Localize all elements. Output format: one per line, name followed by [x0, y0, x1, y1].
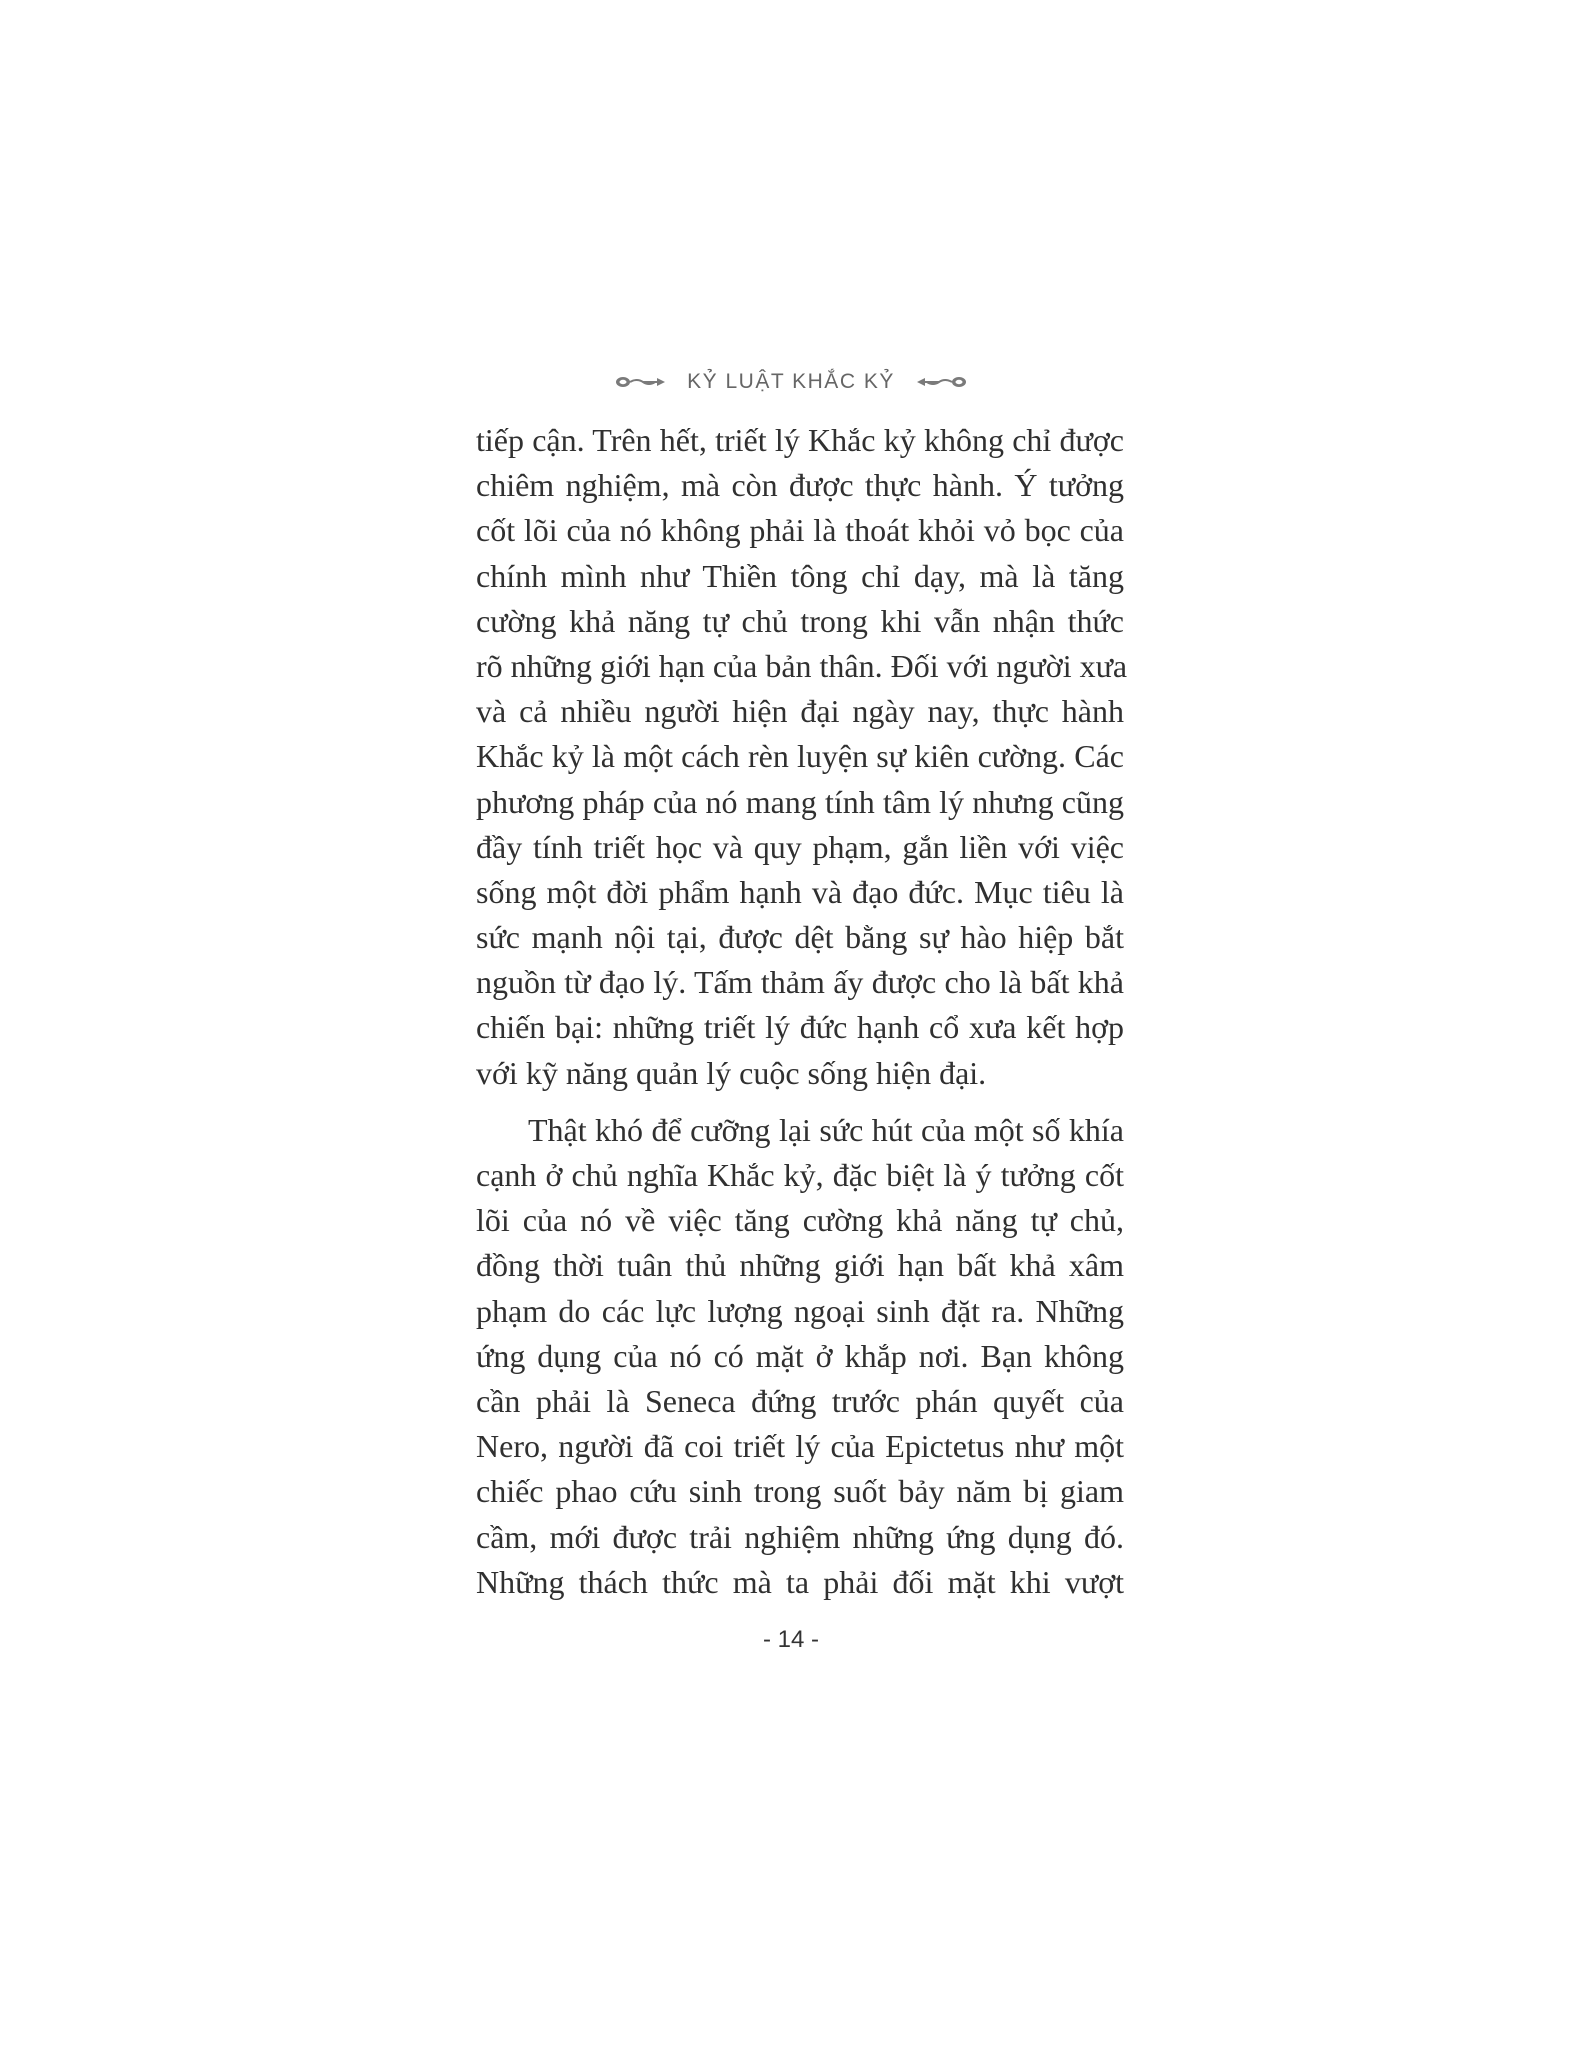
- text-line: Những thách thức mà ta phải đối mặt khi vượt: [476, 1563, 1124, 1600]
- text-line: đồng thời tuân thủ những giới hạn bất khả xâm: [476, 1247, 1124, 1284]
- text-line: chiếc phao cứu sinh trong suốt bảy năm bị giam: [476, 1473, 1124, 1510]
- text-line: tiếp cận. Trên hết, triết lý Khắc kỷ không chỉ được: [476, 422, 1124, 458]
- paragraph-2: [476, 1108, 1124, 1605]
- text-line: phương pháp của nó mang tính tâm lý nhưng cũng: [476, 783, 1124, 820]
- text-line: nguồn từ đạo lý. Tấm thảm ấy được cho là bất khả: [476, 964, 1124, 1001]
- text-line: sống một đời phẩm hạnh và đạo đức. Mục tiêu là: [476, 873, 1124, 910]
- text-line: cường khả năng tự chủ trong khi vẫn nhận thức: [476, 602, 1124, 639]
- text-line: cần phải là Seneca đứng trước phán quyết của: [476, 1382, 1124, 1419]
- text-line: đầy tính triết học và quy phạm, gắn liền với việc: [476, 828, 1124, 865]
- body-text: [476, 418, 1128, 1605]
- ornament-right-icon: [913, 372, 969, 392]
- text-line: lõi của nó về việc tăng cường khả năng tự chủ,: [476, 1202, 1124, 1239]
- text-line: rõ những giới hạn của bản thân. Đối với người xưa: [476, 647, 1128, 684]
- page-number: - 14 -: [762, 1626, 819, 1653]
- text-line: phạm do các lực lượng ngoại sinh đặt ra. Những: [476, 1292, 1124, 1329]
- text-line: và cả nhiều người hiện đại ngày nay, thực hành: [476, 693, 1124, 730]
- text-line: chiêm nghiệm, mà còn được thực hành. Ý tưởng: [476, 467, 1124, 504]
- text-line: Thật khó để cưỡng lại sức hút của một số khía: [528, 1111, 1124, 1148]
- running-title: KỶ LUẬT KHẮC KỶ: [687, 370, 895, 393]
- text-line: sức mạnh nội tại, được dệt bằng sự hào hiệp bắt: [476, 919, 1124, 956]
- text-line: Nero, người đã coi triết lý của Epictetus như một: [476, 1428, 1124, 1465]
- text-line: Khắc kỷ là một cách rèn luyện sự kiên cường. Các: [476, 738, 1124, 775]
- text-line: ứng dụng của nó có mặt ở khắp nơi. Bạn không: [476, 1337, 1124, 1374]
- text-line: cạnh ở chủ nghĩa Khắc kỷ, đặc biệt là ý tưởng cốt: [476, 1157, 1124, 1193]
- ornament-left-icon: [613, 372, 669, 392]
- text-line: với kỹ năng quản lý cuộc sống hiện đại.: [476, 1054, 987, 1091]
- paragraph-spacer: [476, 1096, 1124, 1108]
- text-line: chính mình như Thiền tông chỉ dạy, mà là tăng: [476, 557, 1124, 594]
- paragraph-1: [476, 418, 1128, 1096]
- text-line: cốt lõi của nó không phải là thoát khỏi vỏ bọc của: [476, 512, 1124, 549]
- text-line: cầm, mới được trải nghiệm những ứng dụng đó.: [476, 1518, 1124, 1555]
- running-header: [0, 362, 1582, 402]
- text-line: chiến bại: những triết lý đức hạnh cổ xưa kết hợp: [476, 1009, 1124, 1046]
